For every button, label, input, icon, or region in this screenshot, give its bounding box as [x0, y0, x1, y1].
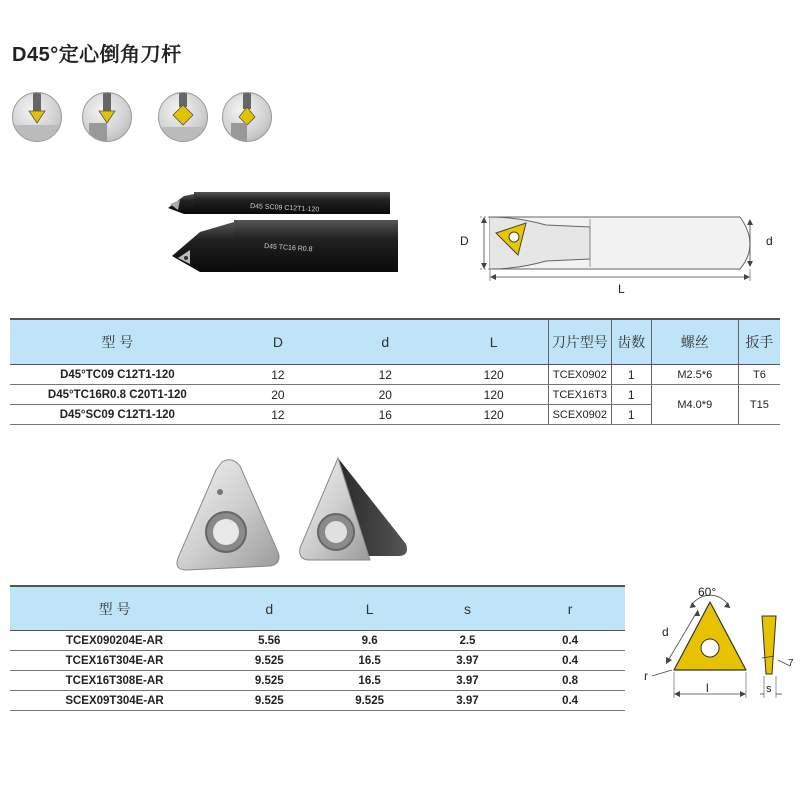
cell-wrench: T6: [738, 365, 780, 385]
dimension-l-label: l: [706, 681, 709, 695]
cell-D: 12: [225, 405, 331, 425]
col-header-L: L: [439, 319, 548, 365]
cell-model: TCEX16T308E-AR: [10, 671, 219, 691]
cell-s: 3.97: [420, 671, 515, 691]
cell-model: TCEX090204E-AR: [10, 631, 219, 651]
cell-d: 20: [331, 385, 439, 405]
cell-d: 9.525: [219, 671, 319, 691]
col-header-s: s: [420, 586, 515, 631]
cell-teeth: 1: [611, 365, 651, 385]
col-header-L: L: [319, 586, 419, 631]
insert-dimension-drawing: [642, 580, 800, 705]
table-row: [10, 651, 625, 671]
table-header-row: [10, 586, 625, 631]
cell-r: 0.4: [515, 651, 625, 671]
cell-model: D45°TC09 C12T1-120: [10, 365, 225, 385]
cell-L: 16.5: [319, 651, 419, 671]
cell-s: 2.5: [420, 631, 515, 651]
cell-teeth: 1: [611, 385, 651, 405]
cell-D: 20: [225, 385, 331, 405]
chamfer-illustration-icon: [159, 93, 207, 141]
cell-insert: TCEX16T3: [548, 385, 611, 405]
dimension-s-label: s: [766, 683, 772, 695]
col-header-teeth: 齿数: [611, 319, 651, 365]
cell-L: 9.525: [319, 691, 419, 711]
cell-screw: M4.0*9: [651, 385, 738, 425]
chamfer-illustration-icon: [13, 93, 61, 141]
cell-wrench: T15: [738, 385, 780, 425]
col-header-wrench: 扳手: [738, 319, 780, 365]
dimension-r-label: r: [644, 669, 648, 683]
application-thumbnail-2: [82, 92, 132, 142]
cell-d: 16: [331, 405, 439, 425]
insert-photo: [170, 452, 420, 584]
chamfer-illustration-icon: [83, 93, 131, 141]
application-thumbnail-4: [222, 92, 272, 142]
cell-s: 3.97: [420, 651, 515, 671]
insert-spec-table: [10, 585, 625, 711]
page-title: D45°定心倒角刀杆: [12, 44, 182, 66]
table-row: [10, 671, 625, 691]
cell-teeth: 1: [611, 405, 651, 425]
cell-r: 0.4: [515, 691, 625, 711]
table-row: [10, 691, 625, 711]
holder-spec-table: [10, 318, 780, 425]
cell-insert: TCEX0902: [548, 365, 611, 385]
cell-model: TCEX16T304E-AR: [10, 651, 219, 671]
col-header-model: 型 号: [10, 319, 225, 365]
dimension-D-label: D: [460, 234, 469, 248]
cell-L: 9.6: [319, 631, 419, 651]
angle-label: 60°: [698, 585, 717, 599]
cell-d: 12: [331, 365, 439, 385]
cell-r: 0.8: [515, 671, 625, 691]
col-header-insert: 刀片型号: [548, 319, 611, 365]
cell-d: 5.56: [219, 631, 319, 651]
table-row: [10, 385, 780, 405]
holder-dimension-drawing: [450, 205, 790, 300]
dimension-L-label: L: [618, 282, 625, 296]
dimension-d-label: d: [766, 234, 773, 248]
cell-D: 12: [225, 365, 331, 385]
table-header-row: [10, 319, 780, 365]
application-thumbnail-3: [158, 92, 208, 142]
cell-model: D45°TC16R0.8 C20T1-120: [10, 385, 225, 405]
cell-model: SCEX09T304E-AR: [10, 691, 219, 711]
cell-L: 120: [439, 365, 548, 385]
tool-holder-photo: [160, 180, 400, 280]
cell-L: 120: [439, 405, 548, 425]
cell-L: 16.5: [319, 671, 419, 691]
col-header-screw: 螺丝: [651, 319, 738, 365]
col-header-D: D: [225, 319, 331, 365]
cell-model: D45°SC09 C12T1-120: [10, 405, 225, 425]
table-row: [10, 631, 625, 651]
col-header-d: d: [219, 586, 319, 631]
col-header-d: d: [331, 319, 439, 365]
col-header-r: r: [515, 586, 625, 631]
cell-insert: SCEX0902: [548, 405, 611, 425]
col-header-model: 型 号: [10, 586, 219, 631]
application-thumbnail-1: [12, 92, 62, 142]
cell-screw: M2.5*6: [651, 365, 738, 385]
cell-r: 0.4: [515, 631, 625, 651]
cell-L: 120: [439, 385, 548, 405]
holder-engraving-2: D45 TC16 R0.8: [263, 243, 313, 254]
cell-d: 9.525: [219, 651, 319, 671]
table-row: [10, 365, 780, 385]
cell-s: 3.97: [420, 691, 515, 711]
cell-d: 9.525: [219, 691, 319, 711]
chamfer-illustration-icon: [223, 93, 271, 141]
holder-engraving-1: D45 SC09 C12T1-120: [249, 203, 320, 214]
clearance-angle-label: 7: [788, 658, 794, 669]
dimension-d-label: d: [662, 625, 669, 639]
